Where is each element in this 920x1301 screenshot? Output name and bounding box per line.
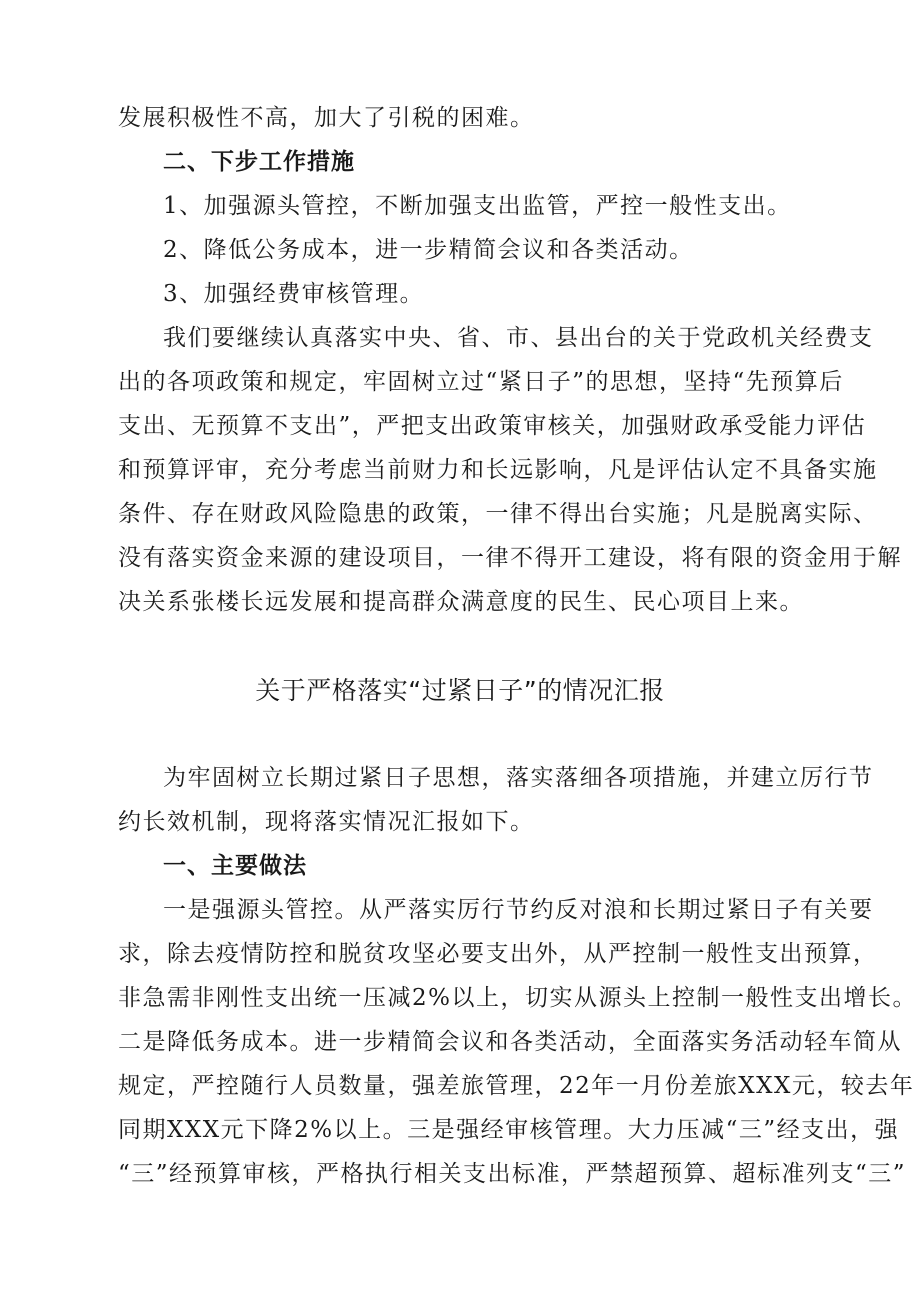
paragraph-line: 我们要继续认真落实中央、省、市、县出台的关于党政机关经费支 [163,325,874,351]
report-title: 关于严格落实“过紧日子”的情况汇报 [255,676,665,705]
intro-line: 为牢固树立长期过紧日子思想，落实落细各项措施，并建立厉行节 [163,765,874,791]
paragraph-line: 没有落实资金来源的建设项目，一律不得开工建设，将有限的资金用于解 [118,545,902,571]
body-line: 一是强源头管控。从严落实厉行节约反对浪和长期过紧日子有关要 [163,897,874,923]
body-line: 同期XXX元下降2%以上。三是强经审核管理。大力压减“三”经支出，强 [118,1117,900,1143]
paragraph-line: 和预算评审，充分考虑当前财力和长远影响，凡是评估认定不具备实施 [118,457,878,483]
section-heading-next-steps: 二、下步工作措施 [163,149,355,175]
paragraph-line: 出的各项政策和规定，牢固树立过“紧日子”的思想，坚持“先预算后 [118,369,844,395]
paragraph-line: 条件、存在财政风险隐患的政策，一律不得出台实施；凡是脱离实际、 [118,501,878,527]
body-line: 二是降低务成本。进一步精简会议和各类活动，全面落实务活动轻车简从 [118,1029,902,1055]
measure-item-2: 2、降低公务成本，进一步精简会议和各类活动。 [163,237,694,263]
paragraph-tail-line: 发展积极性不高，加大了引税的困难。 [118,105,535,131]
intro-line: 约长效机制，现将落实情况汇报如下。 [118,809,535,835]
section-heading-main-practices: 一、主要做法 [163,853,307,879]
body-line: 规定，严控随行人员数量，强差旅管理，22年一月份差旅XXX元，较去年 [118,1073,915,1099]
body-line: 求，除去疫情防控和脱贫攻坚必要支出外，从严控制一般性支出预算， [118,941,878,967]
paragraph-line: 决关系张楼长远发展和提高群众满意度的民生、民心项目上来。 [118,589,804,615]
measure-item-1: 1、加强源头管控，不断加强支出监管，严控一般性支出。 [163,193,792,219]
paragraph-line: 支出、无预算不支出”，严把支出政策审核关，加强财政承受能力评估 [118,413,867,439]
body-line: 非急需非刚性支出统一压减2%以上，切实从源头上控制一般性支出增长。 [118,985,917,1011]
measure-item-3: 3、加强经费审核管理。 [163,281,425,307]
body-line: “三”经预算审核，严格执行相关支出标准，严禁超预算、超标准列支“三” [118,1161,907,1187]
